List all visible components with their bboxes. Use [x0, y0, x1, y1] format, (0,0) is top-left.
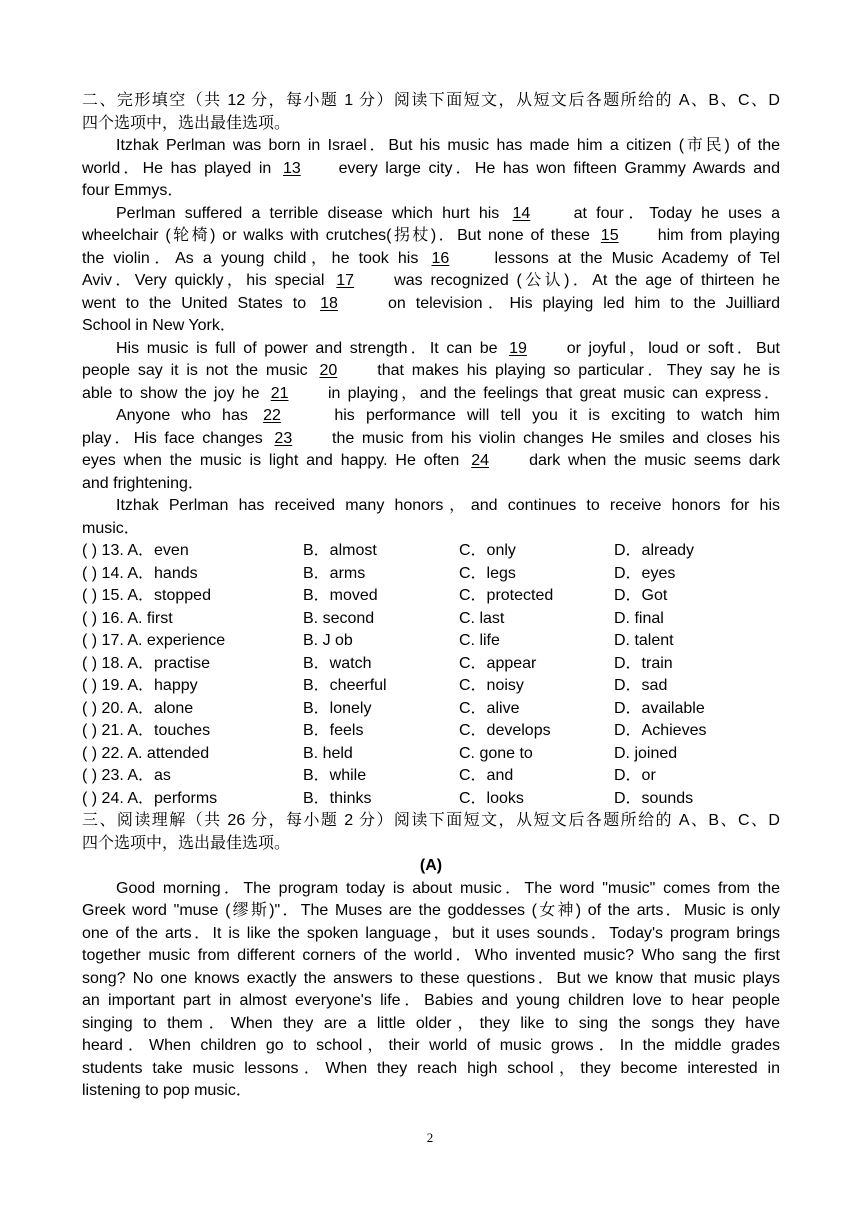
blank-14: 14 — [512, 204, 531, 222]
option-row-24: ( ) 24. A．performs B．thinks C．looks D．sounds — [82, 789, 694, 807]
section3-heading-cont: 四个选项中，选出最佳选项。 — [82, 834, 291, 852]
blank-13: 13 — [282, 159, 301, 177]
passage-line: able to show the joy he 21 in playing，and the feelings that great music can express． — [82, 383, 780, 406]
passage-line: four Emmys． — [82, 182, 184, 199]
blank-22: 22 — [263, 407, 281, 424]
section2-heading: 二、完形填空（共 12 分，每小题 1 分）阅读下面短文，从短文后各题所给的 A、B、C、D — [82, 92, 780, 109]
passage-line: and frightening． — [82, 474, 204, 492]
reading-line: an important part in almost everyone's life．Babies and young children love to hear people — [82, 992, 780, 1009]
blank-20: 20 — [319, 362, 338, 379]
passage-line: Itzhak Perlman has received many honors，and continues to receive honors for his — [116, 497, 780, 514]
option-row-19: ( ) 19. A．happy B．cheerful C．noisy D．sad — [82, 677, 668, 694]
exam-page — [82, 90, 780, 1103]
passage-line: world．He has played in 13 every large city．He has won fifteen Grammy Awards and — [82, 158, 780, 181]
reading-line: students take music lessons．When they reach high school，they become interested in — [82, 1059, 780, 1077]
reading-line: song? No one knows exactly the answers to these questions．But we know that music plays — [82, 969, 780, 987]
option-row-15: ( ) 15. A．stopped B．moved C．protected D．Got — [82, 587, 668, 604]
passage-line: School in New York． — [82, 317, 236, 334]
passage-line: went to the United States to 18 on television．His playing led him to the Juilliard — [82, 293, 780, 316]
section3-heading: 三、阅读理解（共 26 分，每小题 2 分）阅读下面短文，从短文后各题所给的 A、B、C、D — [82, 812, 780, 829]
reading-line: listening to pop music． — [82, 1082, 252, 1099]
section2-heading-cont: 四个选项中，选出最佳选项。 — [82, 114, 291, 132]
passage-label: (A) — [419, 857, 443, 874]
passage-line: Aviv．Very quickly，his special 17 was recognized (公认)．At the age of thirteen he — [82, 270, 780, 293]
passage-line: Perlman suffered a terrible disease which hurt his 14 at four．Today he uses a — [82, 203, 780, 226]
page-number: 2 — [426, 1130, 434, 1145]
options-list — [82, 540, 780, 810]
option-row-20: ( ) 20. A．alone B．lonely C．alive D．available — [82, 699, 705, 717]
option-row-16: ( ) 16. A. first B. second C. last D. final — [82, 609, 664, 627]
option-row-21: ( ) 21. A．touches B．feels C．develops D．Achieves — [82, 722, 707, 739]
option-row-23: ( ) 23. A．as B．while C．and D．or — [82, 767, 656, 784]
reading-line: heard．When children go to school，their world of music grows．In the middle grades — [82, 1037, 780, 1054]
blank-17: 17 — [336, 272, 355, 289]
blank-16: 16 — [431, 249, 450, 267]
option-row-14: ( ) 14. A．hands B．arms C．legs D．eyes — [82, 564, 676, 582]
passage-line: eyes when the music is light and happy. He often 24 dark when the music seems dark — [82, 450, 780, 473]
option-row-18: ( ) 18. A．practise B．watch C．appear D．train — [82, 654, 673, 672]
passage-line: play．His face changes 23 the music from his violin changes He smiles and closes his — [82, 428, 780, 451]
blank-18: 18 — [320, 294, 338, 312]
reading-line: together music from different corners of the world．Who invented music? Who sang the first — [82, 947, 780, 964]
option-row-22: ( ) 22. A. attended B. held C. gone to D. joined — [82, 744, 678, 762]
blank-15: 15 — [600, 227, 619, 244]
reading-line: singing to them．When they are a little older，they like to sing the songs they have — [82, 1014, 780, 1032]
passage-line: music． — [82, 519, 140, 537]
passage-line: Itzhak Perlman was born in Israel．But his music has made him a citizen (市民) of the — [116, 137, 780, 154]
reading-line: Greek word "muse (缪斯)"．The Muses are the goddesses (女神) of the arts．Music is only — [82, 902, 780, 919]
option-row-13: ( ) 13. A．even B．almost C．only D．already — [82, 542, 695, 559]
reading-line: Good morning．The program today is about music．The word "music" comes from the — [116, 879, 780, 897]
blank-21: 21 — [270, 384, 289, 402]
blank-24: 24 — [471, 452, 489, 469]
blank-23: 23 — [274, 429, 293, 447]
passage-line: wheelchair (轮椅) or walks with crutches(拐杖)．But none of these 15 him from playing — [82, 225, 780, 248]
passage-line: Anyone who has 22 his performance will tell you it is exciting to watch him — [82, 405, 780, 428]
option-row-17: ( ) 17. A. experience B. J ob C. life D. talent — [82, 632, 674, 649]
reading-line: one of the arts．It is like the spoken language，but it uses sounds．Today's program brings — [82, 924, 780, 942]
blank-19: 19 — [509, 339, 527, 357]
passage-line: His music is full of power and strength．It can be 19 or joyful，loud or soft．But — [82, 338, 780, 361]
passage-line: the violin．As a young child，he took his 16 lessons at the Music Academy of Tel — [82, 248, 780, 271]
passage-line: people say it is not the music 20 that makes his playing so particular．They say he is — [82, 360, 780, 383]
